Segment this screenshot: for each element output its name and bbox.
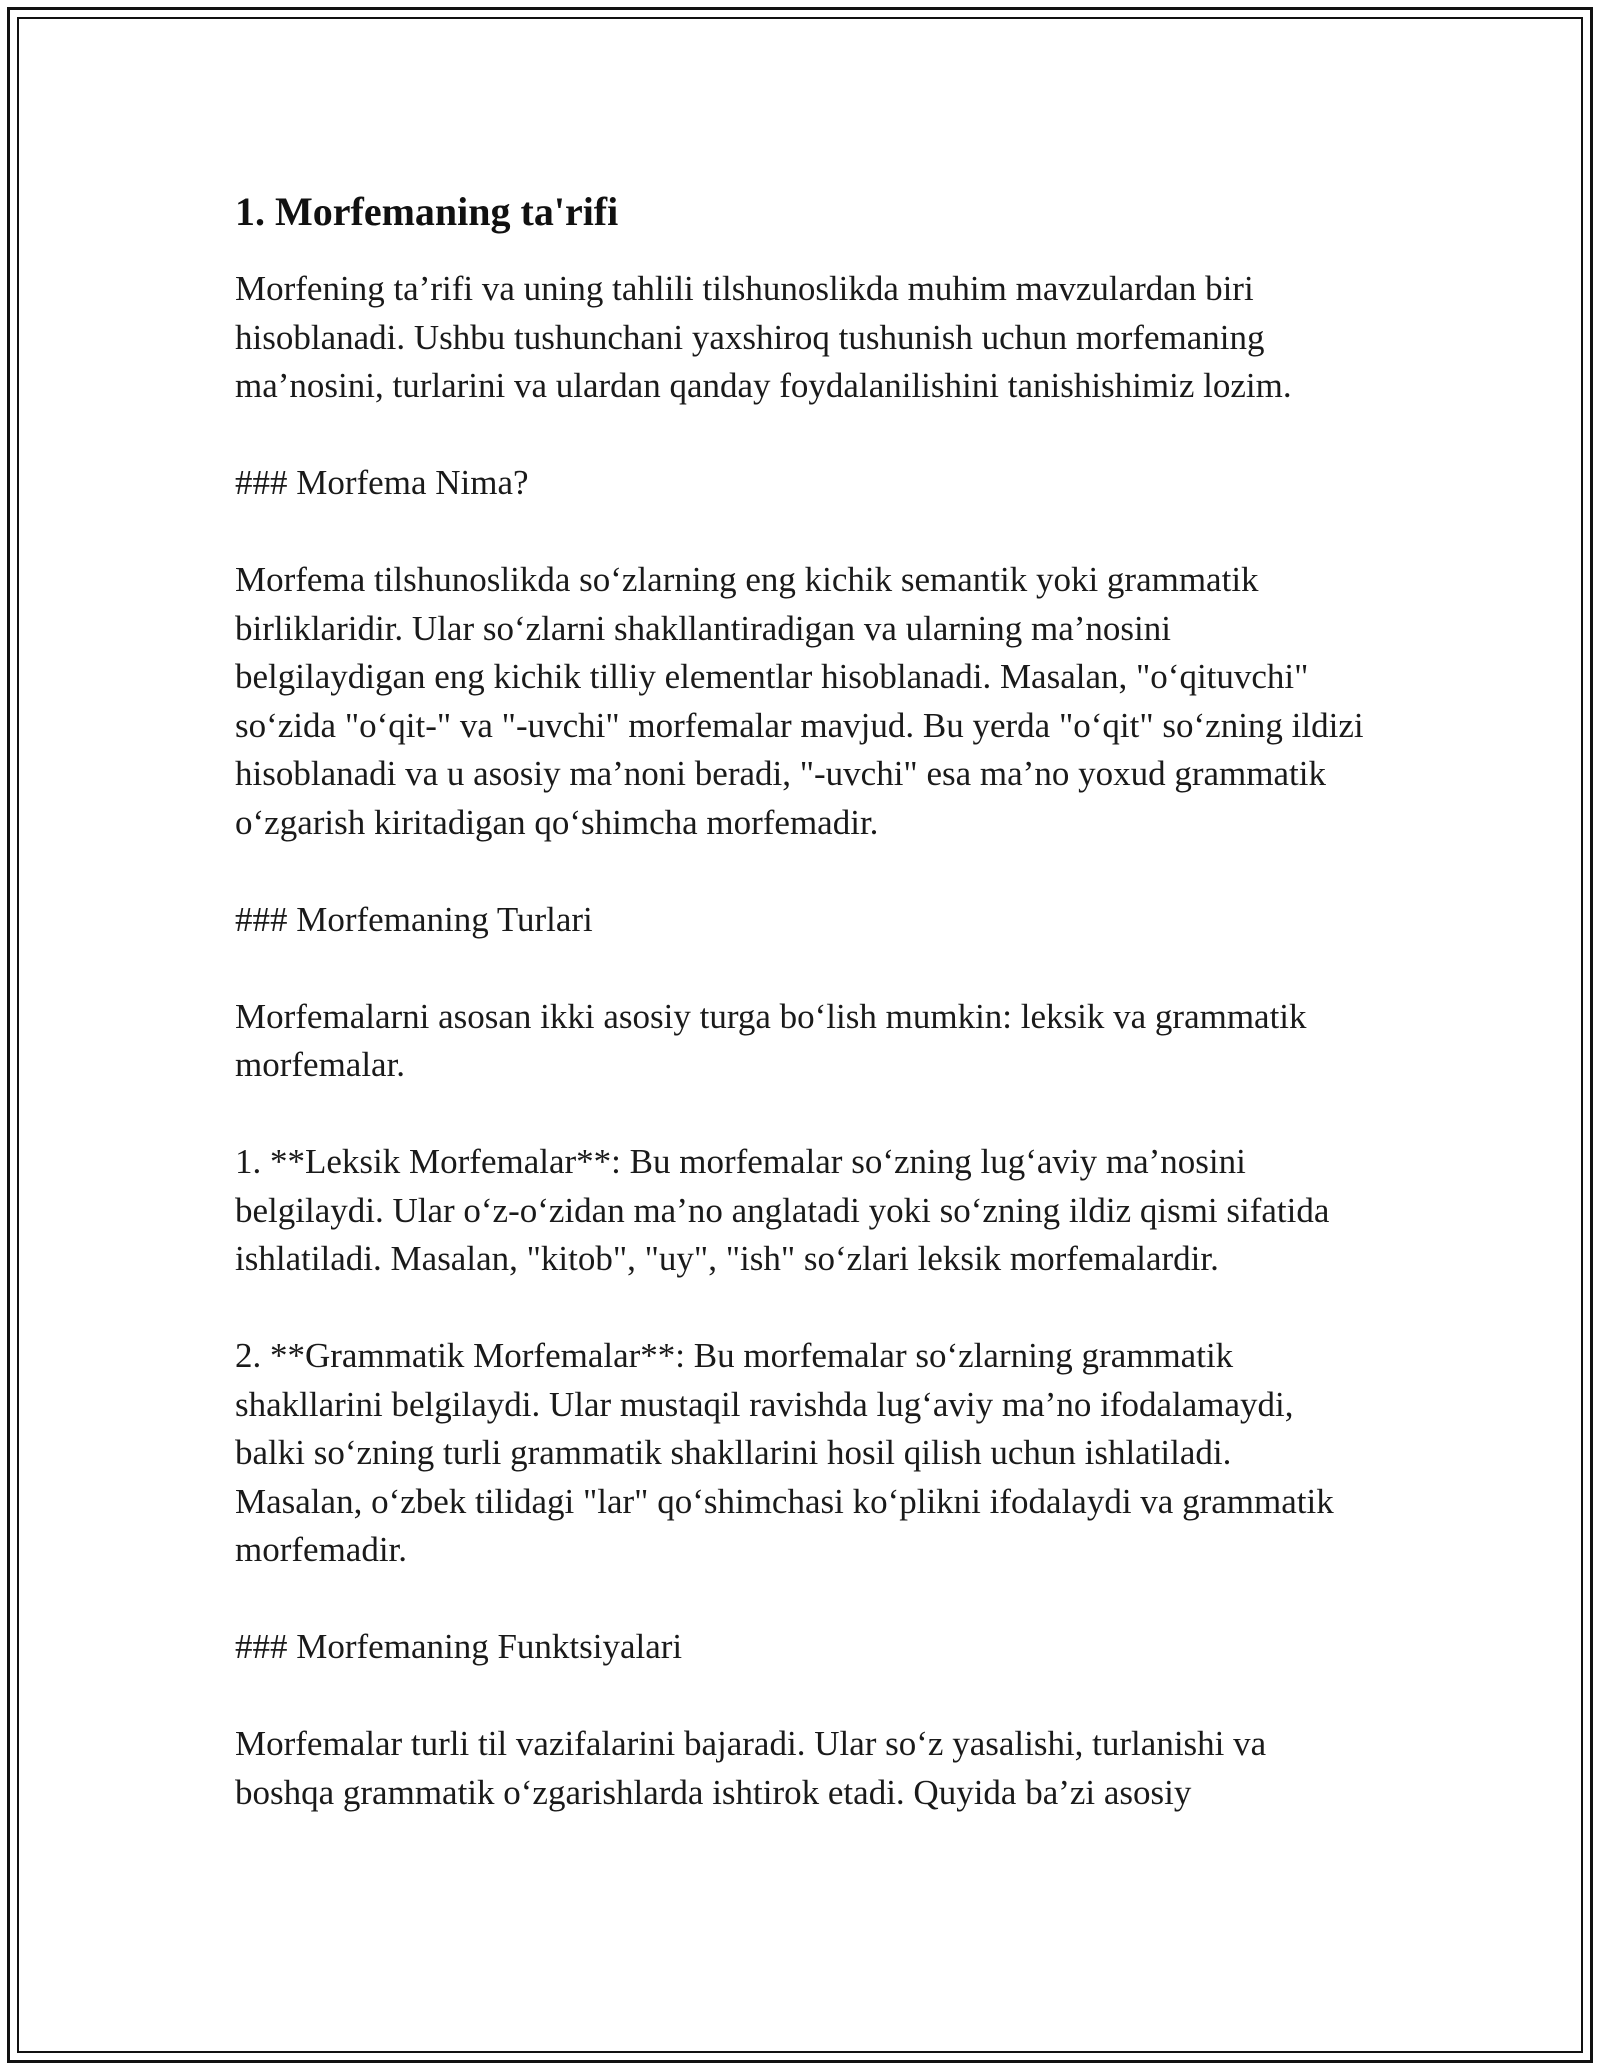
functions-paragraph: Morfemalar turli til vazifalarini bajaradi. Ular so‘z yasalishi, turlanishi va boshqa grammatik o‘zgarishlarda ishtirok etadi. Quyida ba’zi asosiy — [235, 1724, 1267, 1812]
intro-paragraph: Morfening ta’rifi va uning tahlili tilshunoslikda muhim mavzulardan biri hisoblanadi. Ushbu tushunchani yaxshiroq tushunish uchun morfemaning ma’nosini, turlarini va ulardan qanday foydalanilishini tanishishimiz lozim. — [235, 269, 1292, 405]
list-item-grammatik: 2. **Grammatik Morfemalar**: Bu morfemalar so‘zlarning grammatik shakllarini belgilaydi. Ular mustaqil ravishda lug‘aviy ma’no ifodalamaydi, balki so‘zning turli grammatik shakllarini hosil qilish uchun ishlatiladi. Masalan, o‘zbek tilidagi "lar" qo‘shimchasi ko‘plikni ifodalaydi va grammatik morfemadir. — [235, 1336, 1334, 1569]
subheading-morfema-nima: ### Morfema Nima? — [235, 463, 529, 502]
document-body — [235, 182, 1365, 1866]
subheading-morfemaning-funktsiyalari: ### Morfemaning Funktsiyalari — [235, 1627, 683, 1666]
list-item-leksik: 1. **Leksik Morfemalar**: Bu morfemalar so‘zning lug‘aviy ma’nosini belgilaydi. Ular o‘z-o‘zidan ma’no anglatadi yoki so‘zning ildiz qismi sifatida ishlatiladi. Masalan, "kitob", "uy", "ish" so‘zlari leksik morfemalardir. — [235, 1142, 1330, 1278]
section-title: 1. Morfemaning ta'rifi — [235, 189, 619, 234]
types-intro-paragraph: Morfemalarni asosan ikki asosiy turga bo‘lish mumkin: leksik va grammatik morfemalar. — [235, 996, 1307, 1084]
morfema-definition-paragraph: Morfema tilshunoslikda so‘zlarning eng kichik semantik yoki grammatik birliklaridir. Ular so‘zlarni shakllantiradigan va ularning ma’nosini belgilaydigan eng kichik tilliy elementlar hisoblanadi. Masalan, "o‘qituvchi" so‘zida "o‘qit-" va "-uvchi" morfemalar mavjud. Bu yerda "o‘qit" so‘zning ildizi hisoblanadi va u asosiy ma’noni beradi, "-uvchi" esa ma’no yoxud grammatik o‘zgarish kiritadigan qo‘shimcha morfemadir. — [235, 560, 1364, 842]
subheading-morfemaning-turlari: ### Morfemaning Turlari — [235, 899, 593, 939]
